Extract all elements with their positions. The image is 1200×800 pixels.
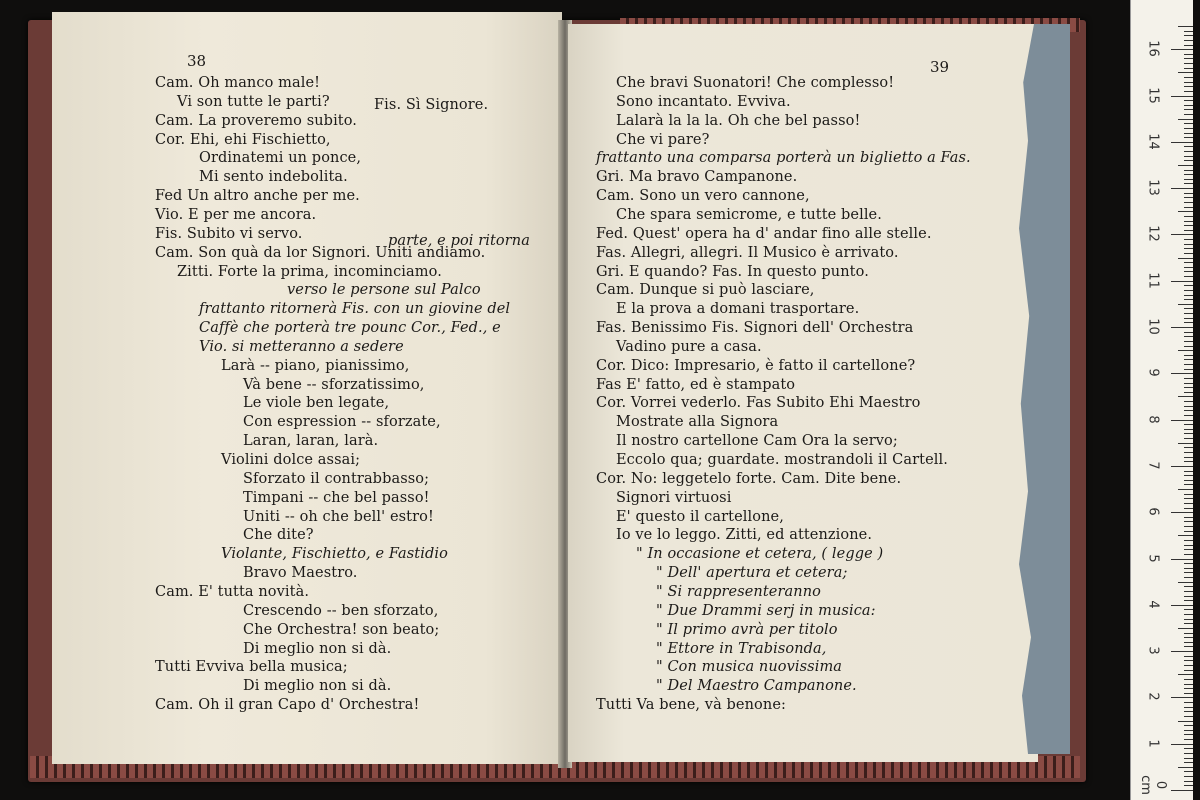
ruler-tick	[1184, 267, 1193, 268]
measurement-ruler	[1130, 0, 1193, 800]
text-line: Di meglio non si dà.	[243, 678, 392, 695]
text-line: Cam. Sono un vero cannone,	[596, 188, 810, 205]
ruler-tick	[1184, 392, 1193, 393]
ruler-tick	[1184, 336, 1193, 337]
ruler-tick	[1184, 105, 1193, 106]
text-line: Io ve lo leggo. Zitti, ed attenzione.	[616, 527, 873, 544]
text-line: " Dell' apertura et cetera;	[656, 565, 848, 582]
ruler-tick	[1171, 697, 1193, 698]
text-line: E' questo il cartellone,	[616, 508, 784, 525]
ruler-tick	[1184, 554, 1193, 555]
ruler-tick	[1184, 313, 1193, 314]
ruler-tick	[1184, 758, 1193, 759]
text-line: Sforzato il contrabbasso;	[243, 470, 430, 487]
ruler-tick	[1184, 452, 1193, 453]
ruler-tick	[1184, 230, 1193, 231]
ruler-tick	[1171, 373, 1193, 374]
ruler-tick	[1184, 156, 1193, 157]
ruler-tick	[1184, 614, 1193, 615]
ruler-tick	[1178, 582, 1193, 583]
ruler-tick	[1184, 415, 1193, 416]
ruler-tick	[1184, 137, 1193, 138]
ruler-tick	[1178, 535, 1193, 536]
text-line: Cor. Dico: Impresario, è fatto il cartellone?	[596, 357, 916, 374]
ruler-tick	[1184, 609, 1193, 610]
text-line: Violante, Fischietto, e Fastidio	[221, 546, 448, 563]
ruler-tick	[1184, 586, 1193, 587]
ruler-tick	[1178, 211, 1193, 212]
ruler-tick	[1171, 188, 1193, 189]
ruler-tick	[1184, 54, 1193, 55]
text-line: Gri. Ma bravo Campanone.	[596, 169, 798, 186]
ruler-tick	[1184, 762, 1193, 763]
text-line: " Con musica nuovissima	[656, 659, 843, 676]
ruler-tick	[1178, 628, 1193, 629]
ruler-tick	[1171, 790, 1193, 791]
ruler-tick	[1184, 517, 1193, 518]
text-line: Che Orchestra! son beato;	[243, 621, 440, 638]
ruler-label: 9	[1145, 368, 1161, 377]
text-line: verso le persone sul Palco	[287, 282, 481, 299]
ruler-tick	[1184, 63, 1193, 64]
text-line: Fed. Quest' opera ha d' andar fino alle stelle.	[596, 225, 932, 242]
text-line: Con espression -- sforzate,	[243, 414, 441, 431]
text-line: Tutti Evviva bella musica;	[155, 659, 348, 676]
ruler-tick	[1184, 660, 1193, 661]
ruler-tick	[1184, 244, 1193, 245]
ruler-tick	[1171, 96, 1193, 97]
ruler-tick	[1184, 378, 1193, 379]
ruler-tick	[1184, 355, 1193, 356]
ruler-tick	[1178, 72, 1193, 73]
ruler-tick	[1184, 332, 1193, 333]
ruler-tick	[1171, 559, 1193, 560]
text-line: Violini dolce assai;	[221, 452, 361, 468]
ruler-tick	[1184, 86, 1193, 87]
ruler-tick	[1184, 494, 1193, 495]
ruler-tick	[1184, 160, 1193, 161]
ruler-tick	[1184, 207, 1193, 208]
ruler-tick	[1184, 146, 1193, 147]
ruler-tick	[1184, 545, 1193, 546]
text-line: Fas E' fatto, ed è stampato	[596, 376, 796, 393]
ruler-tick	[1184, 447, 1193, 448]
ruler-tick	[1184, 31, 1193, 32]
text-line: Che bravi Suonatori! Che complesso!	[616, 75, 895, 91]
ruler-tick	[1184, 45, 1193, 46]
text-line: Vio. E per me ancora.	[155, 206, 317, 223]
ruler-tick	[1184, 549, 1193, 550]
ruler-label: 0 cm	[1138, 775, 1168, 795]
ruler-tick	[1178, 674, 1193, 675]
text-line: " Si rappresenteranno	[656, 583, 821, 600]
ruler-tick	[1184, 781, 1193, 782]
text-line: Lalarà la la la. Oh che bel passo!	[616, 112, 861, 129]
ruler-tick	[1184, 670, 1193, 671]
ruler-tick	[1184, 623, 1193, 624]
ruler-tick	[1184, 438, 1193, 439]
ruler-tick	[1184, 82, 1193, 83]
ruler-tick	[1171, 651, 1193, 652]
ruler-tick	[1184, 716, 1193, 717]
text-line: " Ettore in Trabisonda,	[656, 640, 827, 657]
ruler-label: 13	[1145, 179, 1161, 196]
ruler-tick	[1184, 480, 1193, 481]
ruler-tick	[1184, 123, 1193, 124]
ruler-tick	[1184, 285, 1193, 286]
ruler-label: 12	[1145, 225, 1161, 243]
ruler-tick	[1184, 526, 1193, 527]
text-line: Larà -- piano, pianissimo,	[221, 357, 410, 374]
ruler-tick	[1184, 239, 1193, 240]
ruler-label: 3	[1145, 646, 1161, 655]
ruler-tick	[1184, 193, 1193, 194]
left-page	[52, 12, 562, 764]
text-line: Cam. La proveremo subito.	[155, 112, 358, 129]
ruler-tick	[1184, 114, 1193, 115]
ruler-tick	[1184, 299, 1193, 300]
text-line: Và bene -- sforzatissimo,	[243, 376, 425, 393]
ruler-tick	[1184, 100, 1193, 101]
ruler-tick	[1184, 688, 1193, 689]
ruler-tick	[1184, 429, 1193, 430]
ruler-tick	[1178, 443, 1193, 444]
ruler-tick	[1184, 679, 1193, 680]
text-line: Vi son tutte le parti?	[177, 93, 330, 110]
ruler-tick	[1184, 77, 1193, 78]
page-number-right: 39	[930, 58, 950, 76]
ruler-tick	[1171, 234, 1193, 235]
ruler-tick	[1184, 221, 1193, 222]
ruler-tick	[1184, 109, 1193, 110]
ruler-tick	[1184, 216, 1193, 217]
ruler-tick	[1171, 281, 1193, 282]
text-line: Fas. Allegri, allegri. Il Musico è arrivato.	[596, 244, 899, 261]
ruler-tick	[1184, 771, 1193, 772]
ruler-tick	[1184, 68, 1193, 69]
text-line: Zitti. Forte la prima, incominciamo.	[177, 263, 442, 280]
ruler-tick	[1184, 591, 1193, 592]
ruler-label: 2	[1145, 692, 1161, 702]
page-number-left: 38	[187, 52, 207, 70]
ruler-tick	[1184, 646, 1193, 647]
text-line: Fas. Benissimo Fis. Signori dell' Orchestra	[596, 320, 914, 337]
text-line: Le viole ben legate,	[243, 395, 390, 412]
ruler-tick	[1184, 785, 1193, 786]
ruler-tick	[1184, 40, 1193, 41]
ruler-tick	[1184, 577, 1193, 578]
ruler-tick	[1171, 744, 1193, 745]
ruler-tick	[1184, 346, 1193, 347]
text-line: Tutti Va bene, và benone:	[596, 697, 786, 714]
ruler-tick	[1178, 304, 1193, 305]
ruler-tick	[1184, 406, 1193, 407]
text-line: Eccolo qua; guardate. mostrandoli il Cartell.	[616, 452, 948, 468]
ruler-tick	[1178, 165, 1193, 166]
ruler-tick	[1184, 369, 1193, 370]
ruler-tick	[1184, 128, 1193, 129]
ruler-label: 6	[1145, 507, 1161, 516]
ruler-tick	[1184, 91, 1193, 92]
text-line: Che vi pare?	[616, 131, 710, 148]
ruler-tick	[1184, 424, 1193, 425]
ruler-tick	[1184, 174, 1193, 175]
ruler-tick	[1184, 35, 1193, 36]
ruler-tick	[1184, 133, 1193, 134]
text-line: Vadino pure a casa.	[616, 338, 762, 355]
ruler-tick	[1184, 341, 1193, 342]
ruler-tick	[1184, 322, 1193, 323]
text-line: Cor. No: leggetelo forte. Cam. Dite bene.	[596, 470, 902, 487]
text-line: Mostrate alla Signora	[616, 414, 779, 431]
text-line: " Del Maestro Campanone.	[656, 678, 857, 695]
ruler-label: 16	[1145, 40, 1161, 57]
ruler-tick	[1184, 170, 1193, 171]
ruler-tick	[1184, 197, 1193, 198]
ruler-tick	[1184, 484, 1193, 485]
side-note-reply: Fis. Sì Signore.	[374, 97, 489, 113]
ruler-tick	[1184, 471, 1193, 472]
ruler-label: 10	[1145, 318, 1161, 335]
text-line: Timpani -- che bel passo!	[243, 489, 430, 506]
ruler-tick	[1184, 753, 1193, 754]
right-page	[568, 24, 1038, 762]
ruler-label: 14	[1145, 133, 1161, 150]
ruler-tick	[1171, 49, 1193, 50]
ruler-tick	[1184, 401, 1193, 402]
ruler-tick	[1184, 739, 1193, 740]
text-line: Cor. Vorrei vederlo. Fas Subito Ehi Maestro	[596, 395, 921, 412]
ruler-tick	[1178, 26, 1193, 27]
ruler-tick	[1184, 596, 1193, 597]
ruler-tick	[1184, 748, 1193, 749]
text-line: Uniti -- oh che bell' estro!	[243, 508, 434, 525]
ruler-tick	[1171, 327, 1193, 328]
ruler-tick	[1184, 684, 1193, 685]
ruler-tick	[1171, 466, 1193, 467]
ruler-tick	[1184, 642, 1193, 643]
ruler-tick	[1178, 489, 1193, 490]
text-line: Il nostro cartellone Cam Ora la servo;	[616, 433, 898, 450]
ruler-tick	[1184, 531, 1193, 532]
ruler-tick	[1178, 396, 1193, 397]
text-line: frattanto una comparsa porterà un biglietto a Fas.	[596, 150, 971, 167]
ruler-tick	[1184, 318, 1193, 319]
text-line: Cam. Son quà da lor Signori. Uniti andiamo.	[155, 244, 486, 261]
text-line: Caffè che porterà tre pounc Cor., Fed., e	[199, 320, 501, 337]
ruler-tick	[1184, 734, 1193, 735]
ruler-tick	[1184, 179, 1193, 180]
ruler-tick	[1184, 725, 1193, 726]
ruler-tick	[1178, 119, 1193, 120]
text-line: Di meglio non si dà.	[243, 640, 392, 657]
ruler-label: 4	[1145, 600, 1161, 609]
ruler-label: 11	[1145, 271, 1161, 289]
ruler-tick	[1184, 308, 1193, 309]
ruler-tick	[1184, 295, 1193, 296]
ruler-tick	[1184, 508, 1193, 509]
text-line: Fed Un altro anche per me.	[155, 188, 360, 205]
ruler-tick	[1184, 290, 1193, 291]
ruler-tick	[1184, 637, 1193, 638]
ruler-tick	[1184, 58, 1193, 59]
text-line: Che spara semicrome, e tutte belle.	[616, 206, 882, 223]
ruler-tick	[1184, 202, 1193, 203]
ruler-tick	[1184, 475, 1193, 476]
ruler-tick	[1184, 410, 1193, 411]
ruler-tick	[1178, 258, 1193, 259]
ruler-tick	[1184, 248, 1193, 249]
ruler-tick	[1184, 540, 1193, 541]
text-line: Cam. Dunque si può lasciare,	[596, 282, 815, 299]
text-line: Cam. E' tutta novità.	[155, 583, 310, 600]
ruler-label: 1	[1145, 739, 1161, 748]
text-line: Cam. Oh il gran Capo d' Orchestra!	[155, 697, 420, 714]
ruler-tick	[1184, 262, 1193, 263]
side-note-stage-direction: parte, e poi ritorna	[388, 233, 530, 249]
text-line: Vio. si metteranno a sedere	[199, 338, 404, 355]
ruler-label: 5	[1145, 553, 1161, 563]
text-line: Crescendo -- ben sforzato,	[243, 602, 439, 619]
text-line: Laran, laran, larà.	[243, 433, 379, 450]
ruler-tick	[1184, 693, 1193, 694]
text-line: " Due Drammi serj in musica:	[656, 602, 876, 619]
ruler-tick	[1184, 776, 1193, 777]
ruler-tick	[1171, 420, 1193, 421]
text-line: Signori virtuosi	[616, 489, 732, 506]
ruler-label: 8	[1145, 414, 1161, 424]
ruler-tick	[1178, 350, 1193, 351]
text-line: E la prova a domani trasportare.	[616, 301, 860, 318]
ruler-tick	[1184, 183, 1193, 184]
text-line: Mi sento indebolita.	[199, 169, 348, 186]
ruler-label: 15	[1145, 86, 1161, 104]
ruler-tick	[1184, 461, 1193, 462]
text-line: Gri. E quando? Fas. In questo punto.	[596, 263, 869, 280]
ruler-tick	[1184, 711, 1193, 712]
text-line: frattanto ritornerà Fis. con un giovine del	[199, 301, 511, 318]
ruler-tick	[1184, 271, 1193, 272]
ruler-tick	[1184, 457, 1193, 458]
ruler-tick	[1184, 383, 1193, 384]
text-line: " In occasione et cetera, ( legge )	[636, 546, 884, 563]
ruler-tick	[1184, 730, 1193, 731]
ruler-tick	[1178, 767, 1193, 768]
ruler-tick	[1184, 656, 1193, 657]
text-line: Cor. Ehi, ehi Fischietto,	[155, 131, 331, 148]
ruler-tick	[1171, 142, 1193, 143]
ruler-tick	[1184, 253, 1193, 254]
ruler-tick	[1184, 498, 1193, 499]
ruler-tick	[1184, 503, 1193, 504]
ruler-tick	[1178, 721, 1193, 722]
ruler-tick	[1184, 707, 1193, 708]
ruler-tick	[1184, 600, 1193, 601]
ruler-tick	[1184, 619, 1193, 620]
ruler-tick	[1184, 364, 1193, 365]
text-line: Che dite?	[243, 527, 314, 544]
text-line: Bravo Maestro.	[243, 565, 358, 582]
ruler-tick	[1184, 359, 1193, 360]
ruler-tick	[1184, 563, 1193, 564]
ruler-tick	[1184, 702, 1193, 703]
ruler-tick	[1184, 387, 1193, 388]
ruler-tick	[1184, 665, 1193, 666]
ruler-tick	[1184, 633, 1193, 634]
ruler-tick	[1184, 521, 1193, 522]
ruler-tick	[1184, 151, 1193, 152]
text-line: " Il primo avrà per titolo	[656, 621, 838, 638]
text-line: Sono incantato. Evviva.	[616, 93, 791, 110]
ruler-label: 7	[1145, 461, 1161, 470]
text-line: Cam. Oh manco male!	[155, 75, 321, 91]
ruler-tick	[1184, 433, 1193, 434]
text-line: Fis. Subito vi servo.	[155, 225, 303, 242]
ruler-tick	[1171, 512, 1193, 513]
ruler-tick	[1184, 225, 1193, 226]
ruler-tick	[1184, 276, 1193, 277]
text-line: Ordinatemi un ponce,	[199, 150, 362, 167]
ruler-tick	[1184, 568, 1193, 569]
ruler-tick	[1171, 605, 1193, 606]
ruler-tick	[1184, 572, 1193, 573]
